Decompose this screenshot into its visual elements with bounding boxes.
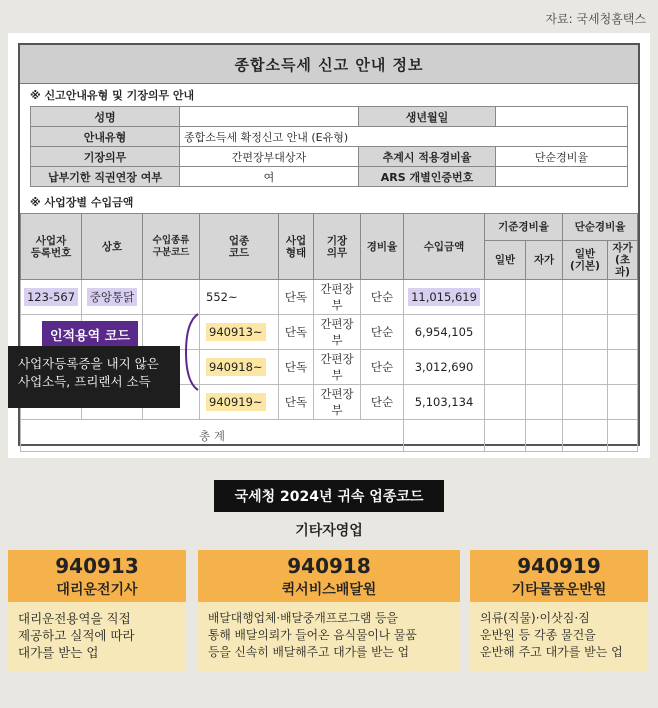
col-std-self: 자가	[526, 241, 563, 280]
code-card	[198, 550, 460, 672]
banner-title: 국세청 2024년 귀속 업종코드	[214, 480, 444, 512]
bizno-cell: 123-567	[24, 288, 78, 306]
code-cell: 940918~	[206, 358, 266, 376]
col-company: 상호	[82, 214, 143, 280]
total-label: 총 계	[21, 420, 404, 452]
rate-cell: 단순	[361, 385, 404, 420]
duty-value: 간편장부대상자	[180, 147, 359, 167]
duty-cell: 간편장부	[314, 350, 361, 385]
card-code: 940918	[287, 553, 371, 578]
form-title: 종합소득세 신고 안내 정보	[20, 45, 638, 84]
birth-label: 생년월일	[359, 107, 496, 127]
card-desc: 의류(직물)·이삿짐·짐 운반원 등 각종 물건을 운반해 주고 대가를 받는 업	[470, 602, 648, 672]
source-label: 자료: 국세청홈택스	[545, 12, 646, 26]
company-cell: 중앙통닭	[87, 288, 137, 306]
amount-cell: 6,954,105	[404, 315, 485, 350]
amount-cell: 3,012,690	[404, 350, 485, 385]
callout-title: 인적용역 코드	[42, 321, 138, 348]
col-simple-general: 일반 (기본)	[563, 241, 608, 280]
amount-cell: 5,103,134	[404, 385, 485, 420]
section-guide-type: ※ 신고안내유형 및 기장의무 안내	[30, 89, 195, 102]
form-cell: 단독	[279, 280, 314, 315]
info-table	[30, 106, 628, 187]
income-type-cell	[143, 280, 200, 315]
col-amount: 수입금액	[404, 214, 485, 280]
duty-cell: 간편장부	[314, 315, 361, 350]
section-income: ※ 사업장별 수입금액	[30, 196, 134, 209]
form-cell: 단독	[279, 385, 314, 420]
col-std-rate: 기준경비율	[485, 214, 563, 241]
ars-label: ARS 개별인증번호	[359, 167, 496, 187]
code-card	[8, 550, 186, 672]
duty-cell: 간편장부	[314, 385, 361, 420]
code-cell: 940913~	[206, 323, 266, 341]
duty-cell: 간편장부	[314, 280, 361, 315]
table-row	[21, 280, 638, 315]
name-value	[180, 107, 359, 127]
col-rate: 경비율	[361, 214, 404, 280]
col-duty: 기장 의무	[314, 214, 361, 280]
col-simple-self: 자가 (초과)	[608, 241, 638, 280]
extend-label: 납부기한 직권연장 여부	[31, 167, 180, 187]
total-row	[21, 420, 638, 452]
col-bizno: 사업자 등록번호	[21, 214, 82, 280]
rate-cell: 단순	[361, 280, 404, 315]
callout-body: 사업자등록증을 내지 않은 사업소득, 프리랜서 소득	[8, 346, 180, 408]
code-card	[470, 550, 648, 672]
col-code: 업종 코드	[200, 214, 279, 280]
col-form: 사업 형태	[279, 214, 314, 280]
extend-value: 여	[180, 167, 359, 187]
bracket-icon	[182, 312, 202, 392]
code-cell: 940919~	[206, 393, 266, 411]
col-simple-rate: 단순경비율	[563, 214, 638, 241]
card-code: 940919	[517, 553, 601, 578]
form-cell: 단독	[279, 350, 314, 385]
birth-value	[496, 107, 628, 127]
card-code: 940913	[55, 553, 139, 578]
form-cell: 단독	[279, 315, 314, 350]
rate-cell: 단순	[361, 315, 404, 350]
section-subhead: 기타자영업	[295, 523, 363, 539]
card-desc: 대리운전용역을 직접 제공하고 실적에 따라 대가를 받는 업	[8, 602, 186, 672]
type-value: 종합소득세 확정신고 안내 (E유형)	[180, 127, 628, 147]
col-std-general: 일반	[485, 241, 526, 280]
card-name: 대리운전기사	[56, 581, 138, 598]
amount-cell: 11,015,619	[408, 288, 480, 306]
card-desc: 배달대행업체·배달중개프로그램 등을 통해 배달의뢰가 들어온 음식물이나 물품 등을 신속히 배달해주고 대가를 받는 업	[198, 602, 460, 672]
duty-label: 기장의무	[31, 147, 180, 167]
col-income-type: 수입종류 구분코드	[143, 214, 200, 280]
card-name: 기타물품운반원	[511, 581, 607, 598]
code-cell: 552~	[200, 280, 279, 315]
expense-value: 단순경비율	[496, 147, 628, 167]
card-name: 퀵서비스배달원	[281, 581, 377, 598]
name-label: 성명	[31, 107, 180, 127]
type-label: 안내유형	[31, 127, 180, 147]
rate-cell: 단순	[361, 350, 404, 385]
expense-label: 추계시 적용경비율	[359, 147, 496, 167]
ars-value	[496, 167, 628, 187]
